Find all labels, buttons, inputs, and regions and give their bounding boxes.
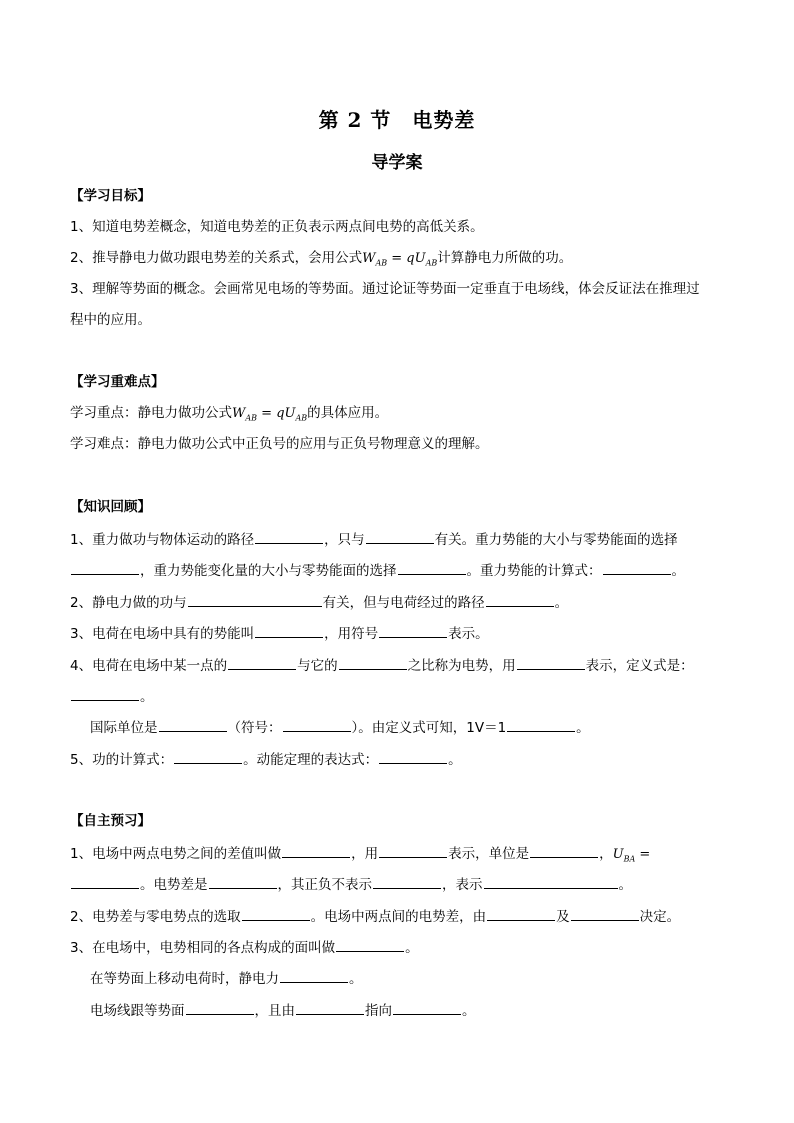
fill-blank[interactable] <box>571 905 639 921</box>
formula-wab: $W_{AB} = qU_{AB}$ <box>362 251 438 268</box>
review-q4-line2: 。 <box>70 685 154 707</box>
fill-blank[interactable] <box>603 559 671 575</box>
fill-blank[interactable] <box>296 999 364 1015</box>
review-q3: 3、电荷在电场中具有的势能叫 ，用符号 表示。 <box>70 622 489 644</box>
fill-blank[interactable] <box>280 967 348 983</box>
fill-blank[interactable] <box>282 842 350 858</box>
fill-blank[interactable] <box>159 716 227 732</box>
formula-wab-2: $W_{AB} = qU_{AB}$ <box>232 406 308 423</box>
fill-blank[interactable] <box>71 873 139 889</box>
fill-blank[interactable] <box>186 999 254 1015</box>
fill-blank[interactable] <box>366 528 434 544</box>
fill-blank[interactable] <box>255 528 323 544</box>
fill-blank[interactable] <box>339 654 407 670</box>
key-focus: 学习重点：静电力做功公式$W_{AB} = qU_{AB}$的具体应用。 <box>70 405 389 423</box>
review-q1-line2: ，重力势能变化量的大小与零势能面的选择 。重力势能的计算式： 。 <box>70 559 685 581</box>
preview-p1-line2: 。电势差是 ，其正负不表示 ，表示 。 <box>70 873 632 895</box>
fill-blank[interactable] <box>209 873 277 889</box>
fill-blank[interactable] <box>255 622 323 638</box>
preview-p3-sub1: 在等势面上移动电荷时，静电力 。 <box>90 967 363 989</box>
review-q5: 5、功的计算式： 。动能定理的表达式： 。 <box>70 748 462 770</box>
preview-p1-line1: 1、电场中两点电势之间的差值叫做 ，用 表示，单位是 ，$U_{BA}$ = <box>70 842 650 870</box>
review-q1-line1: 1、重力做功与物体运动的路径 ，只与 有关。重力势能的大小与零势能面的选择 <box>70 528 678 550</box>
fill-blank[interactable] <box>71 559 139 575</box>
preview-p2: 2、电势差与零电势点的选取 。电场中两点间的电势差，由 及 决定。 <box>70 905 680 927</box>
objective-1: 1、知道电势差概念，知道电势差的正负表示两点间电势的高低关系。 <box>70 219 484 235</box>
formula-uba: $U_{BA}$ = <box>612 847 651 864</box>
fill-blank[interactable] <box>373 873 441 889</box>
review-q2: 2、静电力做的功与 有关，但与电荷经过的路径 。 <box>70 591 568 613</box>
review-q4-unit: 国际单位是 （符号： ）。由定义式可知，1V＝1 。 <box>90 716 590 738</box>
fill-blank[interactable] <box>379 622 447 638</box>
objective-2: 2、推导静电力做功跟电势差的关系式，会用公式$W_{AB} = qU_{AB}$计算静电力所做的功。 <box>70 250 573 268</box>
fill-blank[interactable] <box>393 999 461 1015</box>
fill-blank[interactable] <box>530 842 598 858</box>
fill-blank[interactable] <box>228 654 296 670</box>
fill-blank[interactable] <box>487 905 555 921</box>
page-subtitle: 导学案 <box>371 153 423 173</box>
fill-blank[interactable] <box>188 591 322 607</box>
review-q4-line1: 4、电荷在电场中某一点的 与它的 之比称为电势，用 表示，定义式是： <box>70 654 694 676</box>
fill-blank[interactable] <box>379 842 447 858</box>
fill-blank[interactable] <box>517 654 585 670</box>
objective-3-line1: 3、理解等势面的概念。会画常见电场的等势面。通过论证等势面一定垂直于电场线，体会反证法在推理过 <box>70 281 700 297</box>
review-heading: 【知识回顾】 <box>70 499 151 515</box>
key-difficulty: 学习难点：静电力做功公式中正负号的应用与正负号物理意义的理解。 <box>70 436 489 452</box>
fill-blank[interactable] <box>398 559 466 575</box>
objective-3-line2: 程中的应用。 <box>70 312 151 328</box>
fill-blank[interactable] <box>174 748 242 764</box>
page-title: 第 2 节 电势差 <box>318 108 476 132</box>
preview-p3: 3、在电场中，电势相同的各点构成的面叫做 。 <box>70 936 419 958</box>
fill-blank[interactable] <box>242 905 310 921</box>
fill-blank[interactable] <box>507 716 575 732</box>
keypoints-heading: 【学习重难点】 <box>70 374 165 390</box>
fill-blank[interactable] <box>484 873 618 889</box>
fill-blank[interactable] <box>336 936 404 952</box>
fill-blank[interactable] <box>283 716 351 732</box>
fill-blank[interactable] <box>71 685 139 701</box>
preview-p3-sub2: 电场线跟等势面 ，且由 指向 。 <box>90 999 476 1021</box>
fill-blank[interactable] <box>379 748 447 764</box>
objectives-heading: 【学习目标】 <box>70 188 151 204</box>
fill-blank[interactable] <box>486 591 554 607</box>
preview-heading: 【自主预习】 <box>70 813 151 829</box>
